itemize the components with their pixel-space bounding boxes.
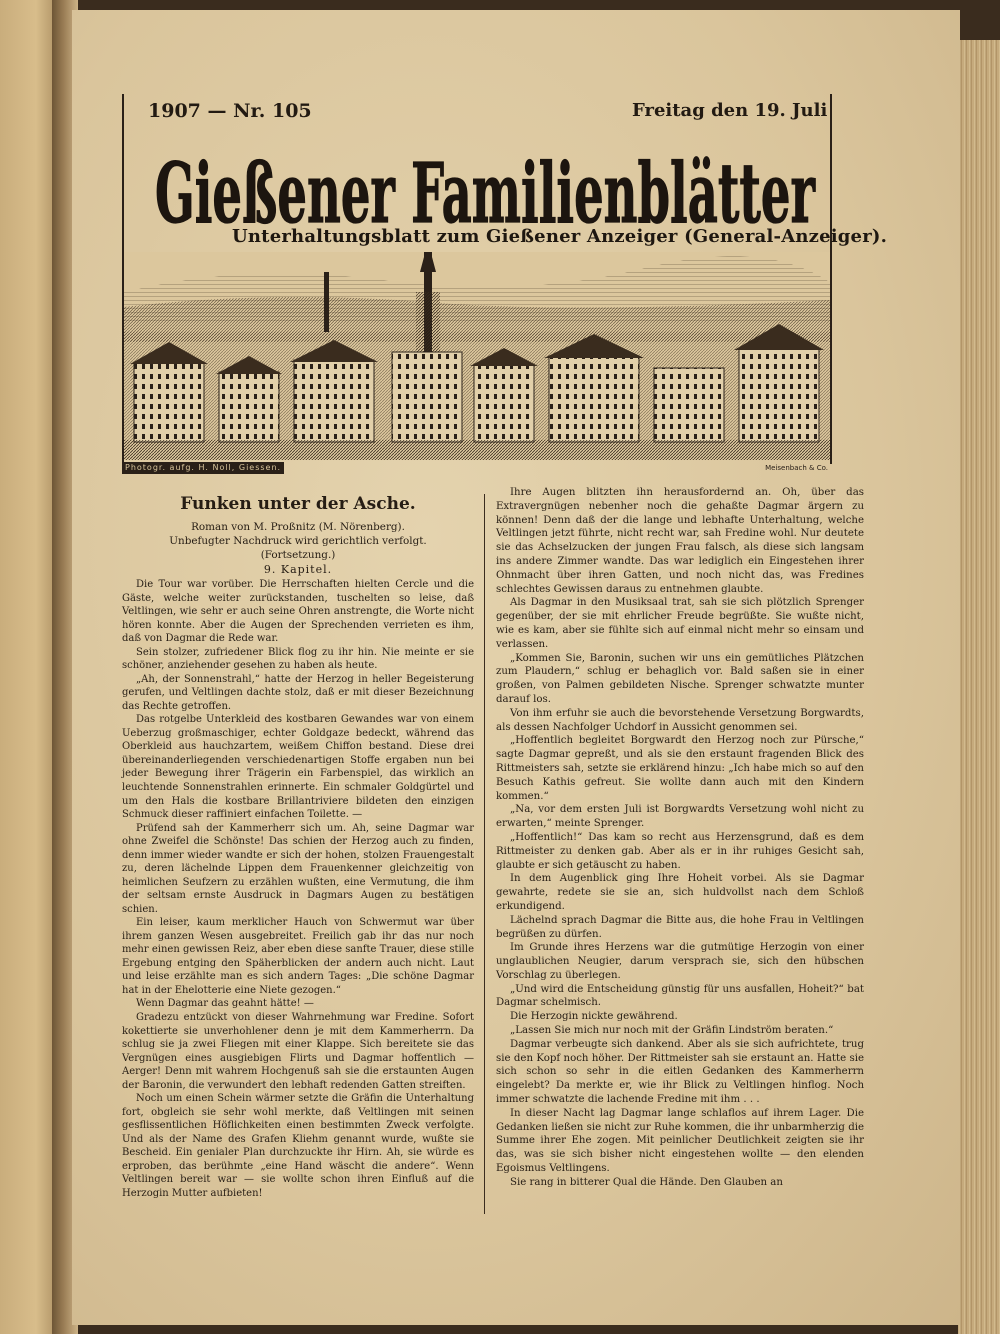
photo-credit: Photogr. aufg. H. Noll, Giessen. [122,462,284,474]
paragraph: Noch um einen Schein wärmer setzte die Gräfin die Unterhaltung fort, obgleich sie sehr wohl merkte, daß Veltlingen mit seinen gesflissentlichen Höflichkeiten einen bestimmten Zweck verfolgte. Und als der Name des Grafen Kliehm genannt wurde, wußte sie Bescheid. Ein genialer Plan durchzuckte ihr Hirn. Ah, sie würde es erproben, das berühmte „eine Hand wäscht die andere“. Wenn Veltlingen bereit war — sie wollte schon ihren Einfluß auf die Herzogin Mutter aufbieten! [122,1093,474,1199]
paragraph: Prüfend sah der Kammerherr sich um. Ah, seine Dagmar war ohne Zweifel die Schönste! Das schien der Herzog auch zu finden, denn immer wieder wandte er sich der hohen, stolzen Frauengestalt zu, deren lächelnde Lippen dem Frauenkenner gleichzeitig von heimlichen Seufzern zu erzählen wußten, eine Vermutung, die ihm der seltsam ernste Ausdruck in Dagmars Augen zu bestätigen schien. [122,822,474,915]
masthead-subtitle: Unterhaltungsblatt zum Gießener Anzeiger (General-Anzeiger). [232,226,888,247]
paragraph: Gradezu entzückt von dieser Wahrnehmung war Fredine. Sofort kokettierte sie unverhohlener denn je mit dem Kammerherrn. Da schlug sie ja zwei Fliegen mit einer Klappe. Sich bereitete sie das Vergnügen eines ausgiebigen Flirts und Dagmar hoffentlich — Aerger! Denn mit wahrem Hochgenuß sah sie die erstaunten Augen der Baronin, die verwundert den lebhaft redenden Gatten streiften. [122,1012,474,1091]
paragraph: „Ah, der Sonnenstrahl,“ hatte der Herzog in heller Begeisterung gerufen, und Veltlingen dachte stolz, daß er mit dieser Bezeichnung das Rechte getroffen. [122,673,474,712]
paragraph: „Hoffentlich!“ Das kam so recht aus Herzensgrund, daß es dem Rittmeister zu denken gab. Aber als er in ihr ruhiges Gesicht sah, glaubte er sich getäuscht zu haben. [496,831,864,871]
photo-credit-bar [122,462,828,474]
paragraph: Lächelnd sprach Dagmar die Bitte aus, die hohe Frau in Veltlingen begrüßen zu dürfen. [496,914,864,940]
article-column-2 [496,486,864,1190]
issue-number: 1907 — Nr. 105 [148,100,312,122]
paragraph: „Hoffentlich begleitet Borgwardt den Herzog noch zur Pürsche,“ sagte Dagmar gepreßt, und als sie den erstaunt fragenden Blick des Rittmeisters sah, setzte sie erklärend hinzu: „Ich habe mich so auf den Besuch Kathis gefreut. Sie wollte dann auch mit den Kindern kommen.“ [496,735,864,802]
paragraph: Die Tour war vorüber. Die Herrschaften hielten Cercle und die Gäste, welche weiter zurückstanden, tuschelten so leise, daß Veltlingen, wie sehr er auch seine Ohren anstrengte, die Worte nicht hören konnte. Aber die Augen der Sprechenden verrieten es ihm, daß von Dagmar die Rede war. [122,579,474,645]
city-engraving [124,252,830,460]
paragraph: In dieser Nacht lag Dagmar lange schlaflos auf ihrem Lager. Die Gedanken ließen sie nicht zur Ruhe kommen, die ihr unbarmherzig die Summe ihrer Ehe zogen. Mit peinlicher Deutlichkeit zeigten sie ihr das, was sie sich bisher nicht eingestehen wollte — den elenden Egoismus Veltlingens. [496,1107,864,1175]
article-byline: Roman von M. Proßnitz (M. Nörenberg). [191,521,405,533]
paragraph: Ihre Augen blitzten ihn herausfordernd an. Oh, über das Extravergnügen nebenher noch die gehaßte Dagmar ärgern zu können! Denn daß der die lange und lebhafte Unterhaltung, welche Veltlingen jetzt führte, nicht recht war, sah Fredine wohl. Nur deutete sie das Achselzucken der jungen Frau falsch, als diese sich langsam ins andere Zimmer wandte. Das war lediglich ein Eingestehen ihrer Ohnmacht über ihren Gatten, und noch nicht das, was Fredines schlechtes Gewissen daraus zu entnehmen glaubte. [496,487,864,595]
paragraph: Dagmar verbeugte sich dankend. Aber als sie sich aufrichtete, trug sie den Kopf noch höher. Der Rittmeister sah sie erstaunt an. Hatte sie sich schon so sehr in die eitlen Gedanken des Kammerherrn eingelebt? Da merkte er, wie ihr Blick zu Veltlingen hinflog. Noch immer schwatzte die lachende Fredine mit ihm . . . [496,1038,864,1106]
paragraph: Als Dagmar in den Musiksaal trat, sah sie sich plötzlich Sprenger gegenüber, der sie mit ehrlicher Freude begrüßte. Sie wußte nicht, wie es kam, aber sie fühlte sich auf einmal nicht mehr so einsam und verlassen. [496,597,864,650]
masthead-title-text: Gießener Familienblätter [155,146,817,242]
paragraph: Im Grunde ihres Herzens war die gutmütige Herzogin von einer unglaublichen Neugier, darum versprach sie, sich den hübschen Vorschlag zu überlegen. [496,942,864,981]
paragraph: Das rotgelbe Unterkleid des kostbaren Gewandes war von einem Ueberzug großmaschiger, echter Goldgaze bedeckt, während das Oberkleid aus hauchzartem, weißem Chiffon bestand. Diese drei übereinanderliegenden verschiedenartigen Stoffe ergaben nun bei jeder Bewegung ihrer Trägerin ein Farbenspiel, das wirklich an leuchtende Sonnenstrahlen erinnerte. Ein schmaler Goldgürtel und um den Hals die kostbare Brillantriviere bildeten den einzigen Schmuck dieser raffiniert einfachen Toilette. — [122,714,474,821]
issue-date: Freitag den 19. Juli [632,100,828,121]
paragraph: „Na, vor dem ersten Juli ist Borgwardts Versetzung wohl nicht zu erwarten,“ meinte Sprenger. [496,804,864,830]
page-edges [958,40,1000,1334]
paragraph: Wenn Dagmar das geahnt hätte! — [136,998,314,1010]
paragraph: Sie rang in bitterer Qual die Hände. Den Glauben an [510,1176,783,1188]
paragraph: „Und wird die Entscheidung günstig für uns ausfallen, Hoheit?“ bat Dagmar schelmisch. [496,983,864,1009]
paragraph: Sein stolzer, zufriedener Blick flog zu ihr hin. Nie meinte er sie schöner, anziehender gesehen zu haben als heute. [122,646,474,672]
masthead-title [140,112,830,272]
left-page-edge [0,0,60,1334]
paragraph: In dem Augenblick ging Ihre Hoheit vorbei. Als sie Dagmar gewahrte, redete sie sie an, sich huldvollst nach dem Schloß erkundigend. [496,873,864,912]
article-title: Funken unter der Asche. [180,494,416,514]
article-column-1 [122,486,474,1200]
column-divider [484,494,485,1214]
paragraph: „Lassen Sie mich nur noch mit der Gräfin Lindström beraten.“ [510,1025,834,1037]
paragraph: Die Herzogin nickte gewährend. [510,1011,678,1023]
reprint-notice: Unbefugter Nachdruck wird gerichtlich verfolgt. [169,535,427,547]
continuation-note: (Fortsetzung.) [260,549,336,561]
engraver-credit: Meisenbach & Co. [765,464,828,472]
paragraph: Von ihm erfuhr sie auch die bevorstehende Versetzung Borgwardts, als dessen Nachfolger Uchdorf in Aussicht genommen sei. [496,707,864,733]
chapter-heading: 9. Kapitel. [263,563,333,576]
paragraph: Ein leiser, kaum merklicher Hauch von Schwermut war über ihrem ganzen Wesen ausgebreitet. Freilich gab ihr das nur noch mehr einen gewissen Reiz, aber eben diese sanfte Trauer, diese stille Ergebung entging den Späherblicken der andern auch nicht. Laut und leise erzählte man es sich andern Tages: „Die schöne Dagmar hat in der Ehelotterie eine Niete gezogen.“ [122,917,474,996]
masthead-logo [140,112,830,272]
paragraph: „Kommen Sie, Baronin, suchen wir uns ein gemütliches Plätzchen zum Plaudern,“ schlug er behaglich vor. Bald saßen sie in einer großen, von Palmen gebildeten Nische. Sprenger schwatzte munter darauf los. [496,652,864,705]
